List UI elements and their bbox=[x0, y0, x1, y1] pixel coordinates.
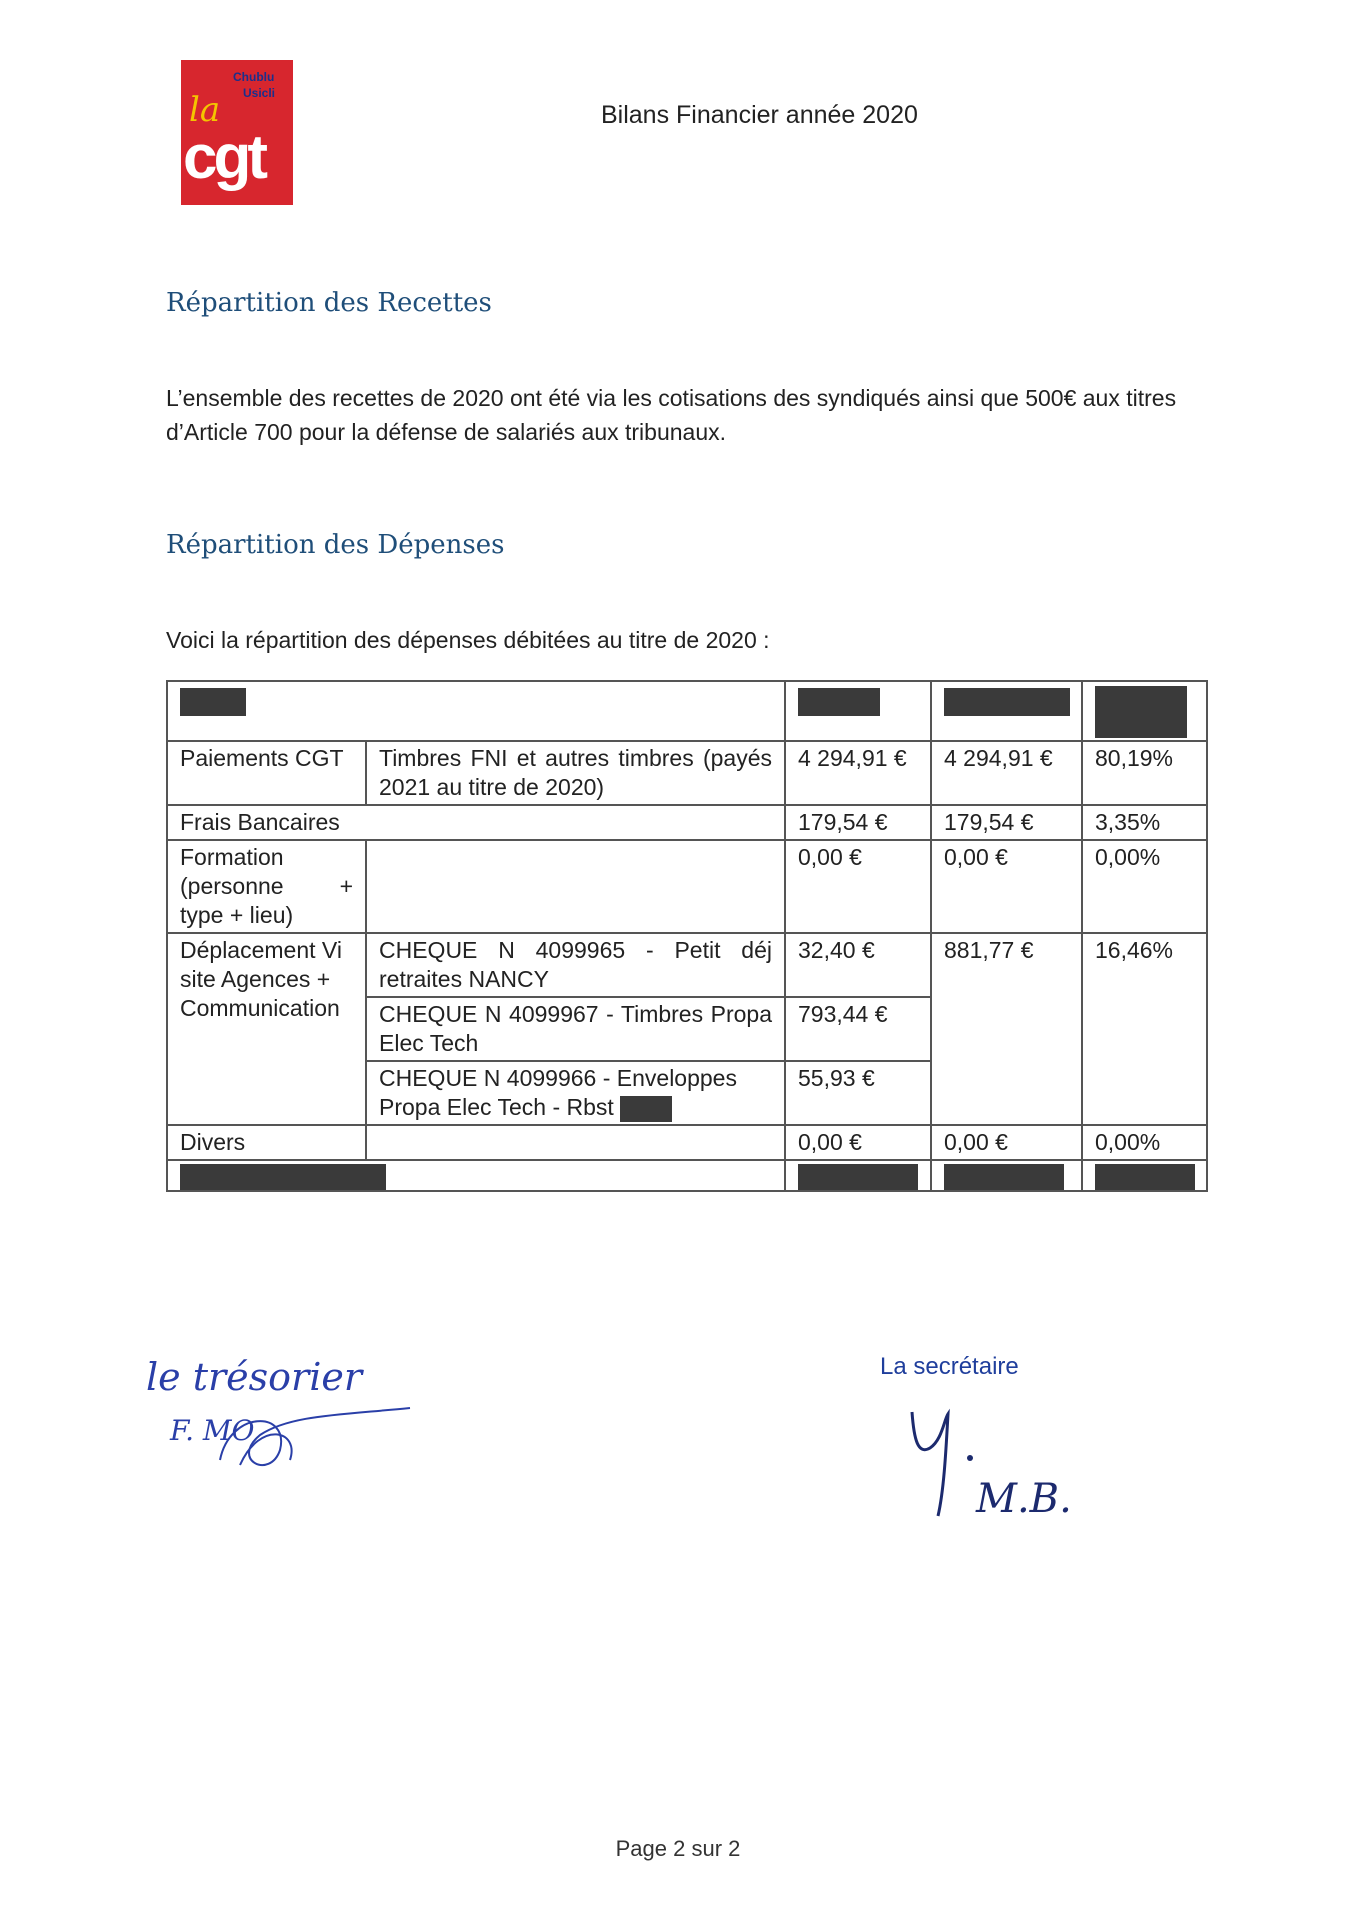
row-total: 0,00 € bbox=[931, 1125, 1082, 1160]
row-amount: 32,40 € bbox=[785, 933, 931, 997]
row-detail-empty bbox=[366, 840, 785, 933]
logo-la: la bbox=[189, 90, 221, 130]
row-total: 179,54 € bbox=[931, 805, 1082, 840]
row-amount: 179,54 € bbox=[785, 805, 931, 840]
cgt-logo bbox=[181, 60, 293, 205]
row-percent: 0,00% bbox=[1082, 1125, 1207, 1160]
row-total: 4 294,91 € bbox=[931, 741, 1082, 805]
row-detail: CHEQUE N 4099966 - Enveloppes Propa Elec Tech - Rbst bbox=[379, 1065, 737, 1120]
recettes-heading: Répartition des Recettes bbox=[166, 288, 492, 318]
table-header-row bbox=[167, 681, 1207, 741]
table-row bbox=[167, 805, 1207, 840]
row-percent: 3,35% bbox=[1082, 805, 1207, 840]
redacted-block bbox=[944, 688, 1070, 716]
row-total: 881,77 € bbox=[931, 933, 1082, 1125]
row-percent: 0,00% bbox=[1082, 840, 1207, 933]
redacted-block bbox=[798, 1164, 918, 1190]
row-amount: 0,00 € bbox=[785, 1125, 931, 1160]
redacted-block bbox=[180, 688, 246, 716]
depenses-intro: Voici la répartition des dépenses débitées au titre de 2020 : bbox=[166, 627, 770, 653]
redacted-block bbox=[180, 1164, 386, 1190]
page-number: Page 2 sur 2 bbox=[615, 1836, 741, 1861]
table-row bbox=[167, 933, 1207, 997]
row-detail: Timbres FNI et autres timbres (payés 2021 au titre de 2020) bbox=[366, 741, 785, 805]
row-label: Frais Bancaires bbox=[167, 805, 785, 840]
row-detail: CHEQUE N 4099965 - Petit déj retraites NANCY bbox=[366, 933, 785, 997]
secretary-label: La secrétaire bbox=[880, 1353, 1019, 1380]
logo-line2: Usicli bbox=[243, 86, 276, 100]
table-row bbox=[167, 1125, 1207, 1160]
treasurer-signature bbox=[140, 1340, 420, 1480]
redacted-block bbox=[1095, 686, 1187, 738]
row-amount: 0,00 € bbox=[785, 840, 931, 933]
redacted-block bbox=[944, 1164, 1064, 1190]
table-row bbox=[167, 840, 1207, 933]
logo-cgt: cgt bbox=[183, 123, 264, 192]
secretary-signature bbox=[900, 1400, 1090, 1530]
row-label: Déplacement Visite Agences + Communication bbox=[167, 933, 366, 1125]
row-label: Paiements CGT bbox=[167, 741, 366, 805]
redacted-block bbox=[798, 688, 880, 716]
row-percent: 16,46% bbox=[1082, 933, 1207, 1125]
recettes-paragraph: L’ensemble des recettes de 2020 ont été via les cotisations des syndiqués ainsi que 500€ aux titres d’Article 700 pour la défense de salariés aux tribunaux. bbox=[166, 385, 1177, 445]
row-amount: 55,93 € bbox=[785, 1061, 931, 1125]
redacted-block bbox=[620, 1096, 672, 1122]
document-title: Bilans Financier année 2020 bbox=[601, 101, 918, 129]
row-percent: 80,19% bbox=[1082, 741, 1207, 805]
row-label: Divers bbox=[167, 1125, 366, 1160]
row-detail-cell bbox=[366, 1061, 785, 1125]
treasurer-signature-text: le trésorier bbox=[146, 1355, 362, 1399]
row-amount: 793,44 € bbox=[785, 997, 931, 1061]
logo-line1: Chublu bbox=[233, 70, 275, 84]
depenses-heading: Répartition des Dépenses bbox=[166, 530, 505, 560]
row-amount: 4 294,91 € bbox=[785, 741, 931, 805]
row-detail: CHEQUE N 4099967 - Timbres Propa Elec Tech bbox=[366, 997, 785, 1061]
expenses-table bbox=[166, 680, 1208, 1192]
secretary-initials: M.B. bbox=[976, 1476, 1072, 1522]
redacted-block bbox=[1095, 1164, 1195, 1190]
table-row bbox=[167, 741, 1207, 805]
treasurer-initials: F. MO bbox=[170, 1414, 255, 1447]
row-label: Formation (personne + type + lieu) bbox=[167, 840, 366, 933]
table-footer-row bbox=[167, 1160, 1207, 1191]
row-detail-empty bbox=[366, 1125, 785, 1160]
row-total: 0,00 € bbox=[931, 840, 1082, 933]
